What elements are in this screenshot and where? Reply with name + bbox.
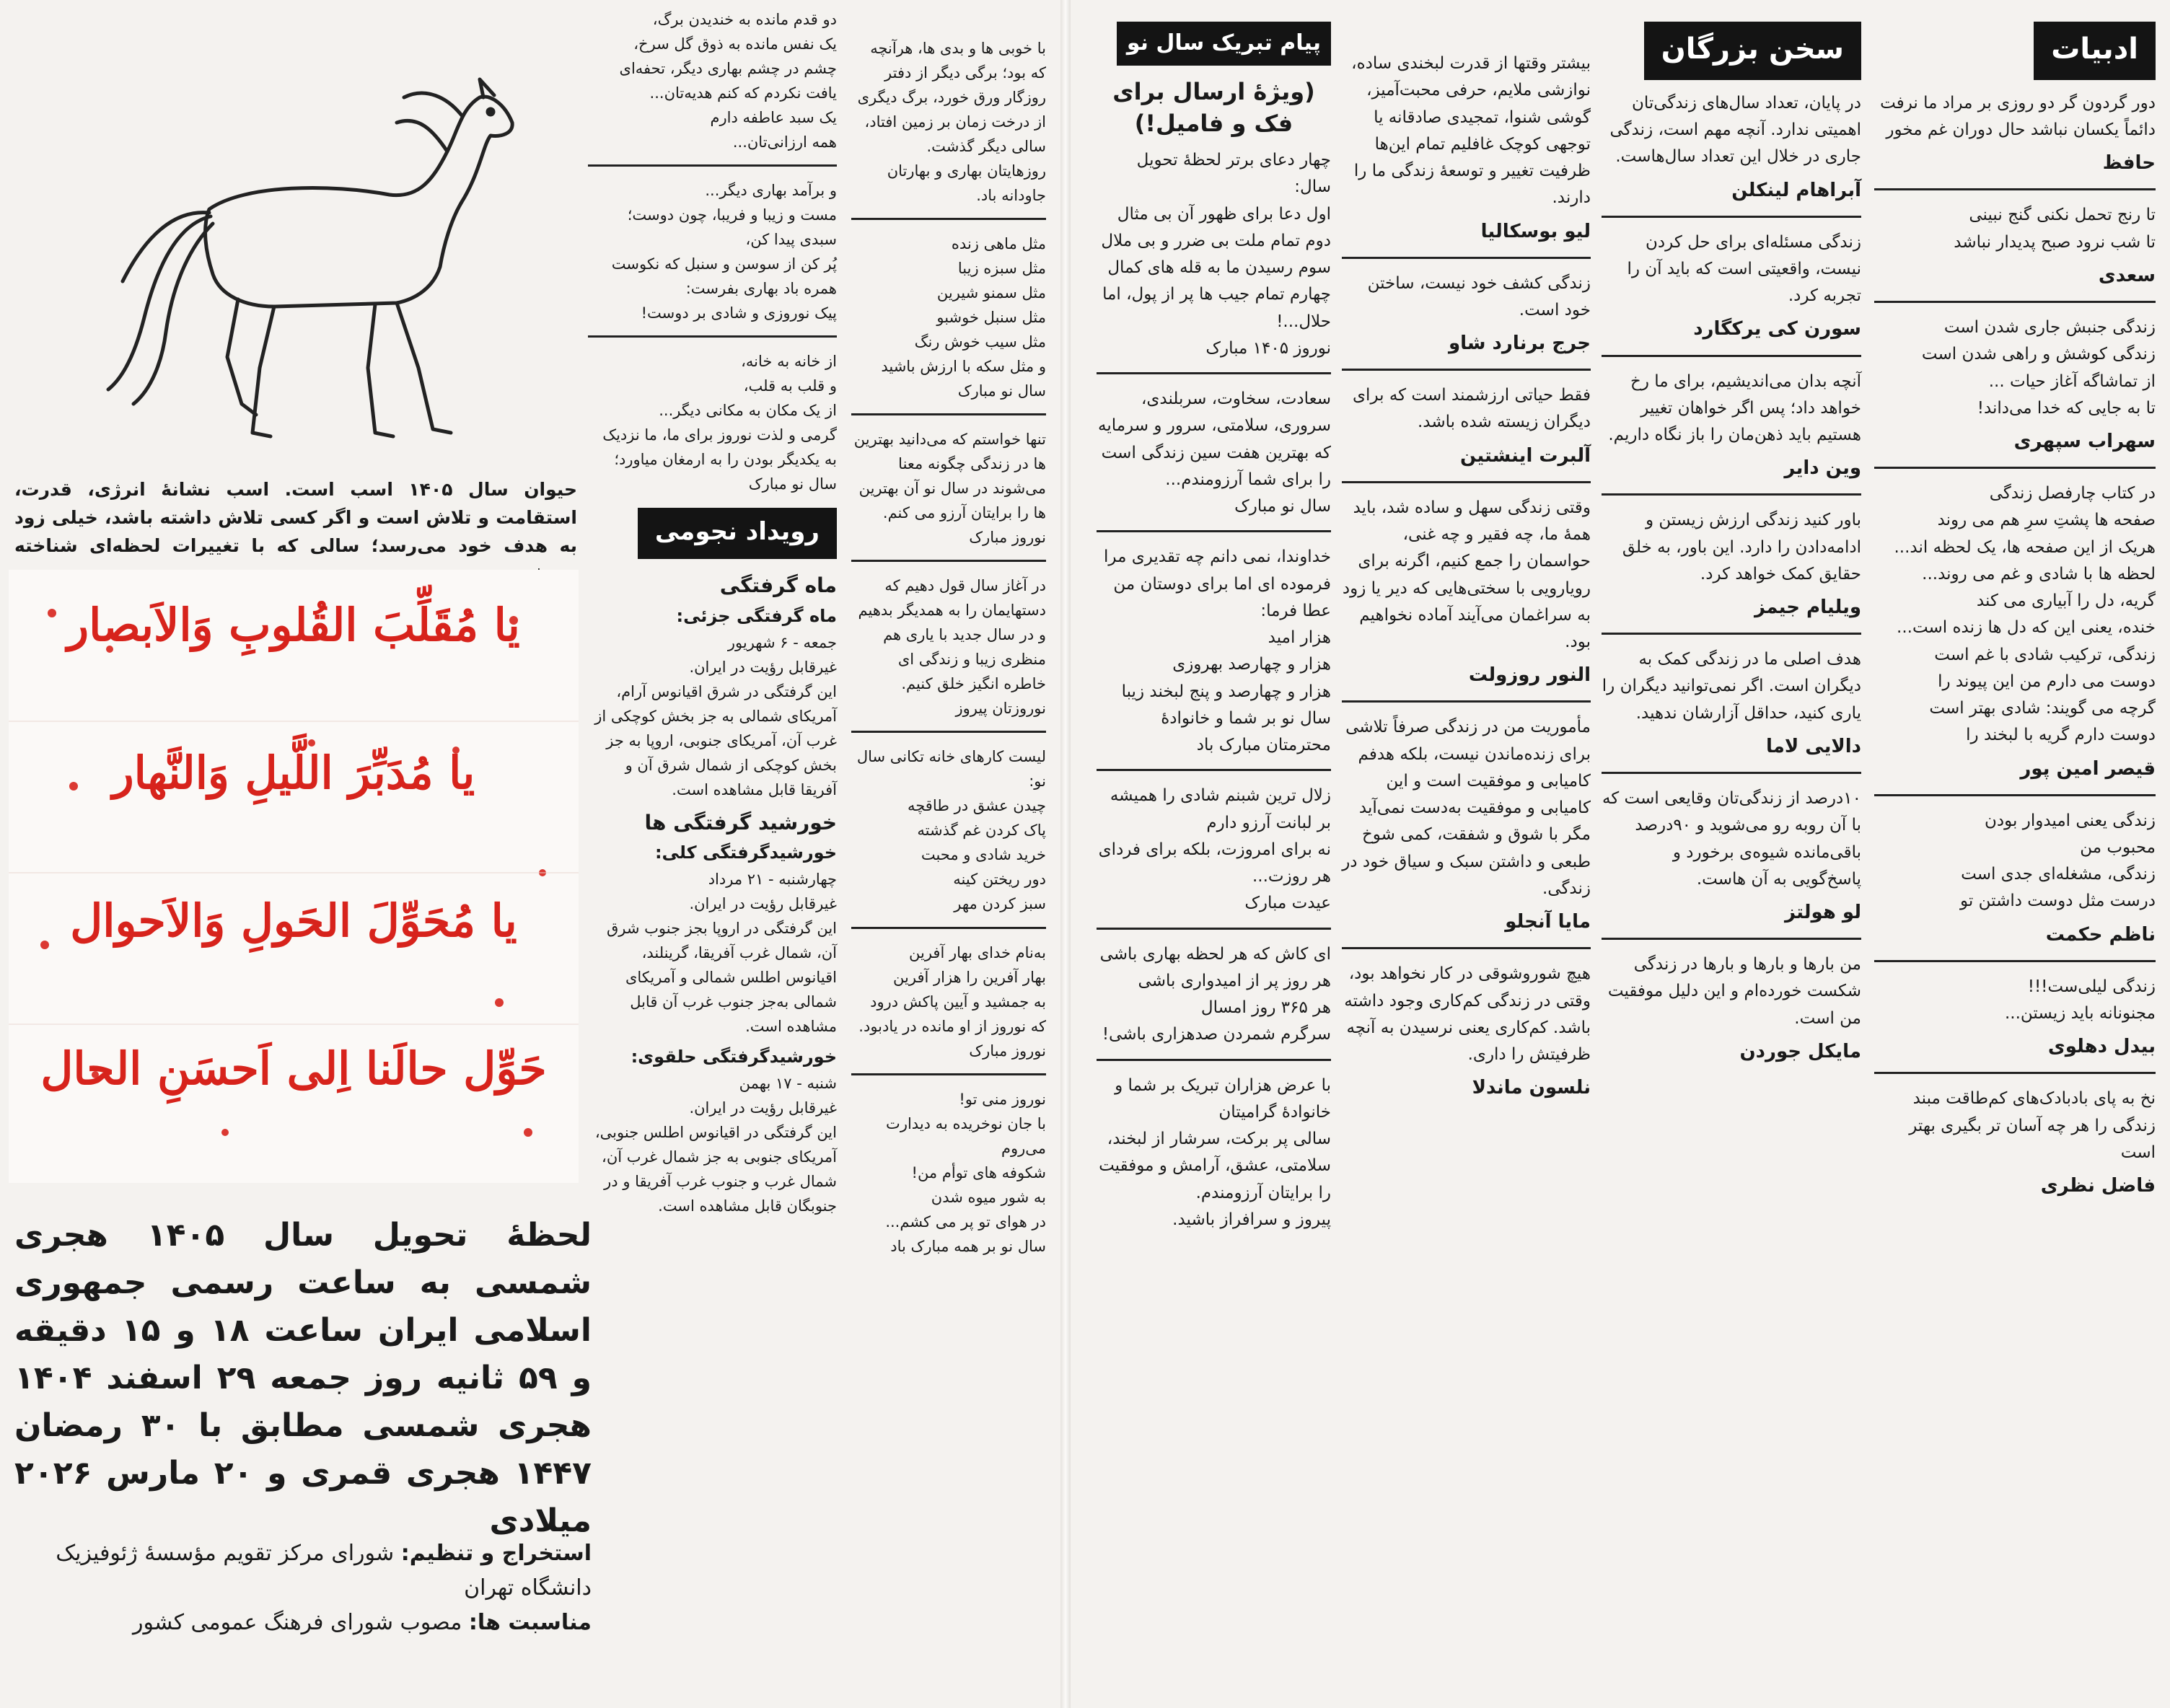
prayer-line: یا مُحَوِّلَ الحَولِ وَالاَحوال [70, 894, 517, 947]
divider [1097, 928, 1331, 930]
horse-illustration [58, 29, 519, 462]
divider [1097, 530, 1331, 532]
greats-list-author: آبراهام لینکلن [1731, 179, 1861, 201]
lit-list-author: سعدی [2098, 264, 2156, 286]
msg2-list-text: به‌نام خدای بهار آفرین بهار آفرین را هزار آفرین به جمشید و آیین پاکش درود که نوروز از او مانده در یادبود. نوروز مبارک [858, 943, 1046, 1060]
prayer-line: حَوِّل حالَنا اِلی اَحسَنِ الحال [40, 1042, 547, 1095]
astro-partial-text: این گرفتگی در شرق اقیانوس آرام، آمریکای شمالی به جز بخش کوچکی از غرب آن، آمریکای جنوبی، اروپا به جز بخش کوچکی از شمال شرق آن و آفریقا قابل مشاهده است. [594, 682, 837, 798]
divider [1602, 633, 1861, 635]
poem-list-text: و برآمد بهاری دیگر... مست و زیبا و فریبا، چون دوست؛ سبدی پیدا کن، پُر کن از سوسن و سنبل که نکوست همره باد بهاری بفرست: پیک نوروزی و شادی بر دوست! [611, 182, 837, 322]
divider [851, 927, 1046, 929]
msg2-list-text: مثل ماهی زنده مثل سبزه زیبا مثل سمنو شیرین مثل سنبل خوشبو مثل سیب خوش رنگ و مثل سکه با ارزش باشید سال نو مبارک [881, 235, 1046, 400]
divider [851, 218, 1046, 220]
divider [851, 731, 1046, 733]
divider [1342, 481, 1591, 483]
msg-list-text: با عرض هزاران تبریک بر شما و خانوادهٔ گرامیتان سالی پر برکت، سرشار از لبخند، سلامتی، عشق، آرامش و موفقیت را برایتان آرزومندم. پیروز و سرافراز باشید. [1099, 1075, 1331, 1229]
greats2-list-author: النور روزولت [1468, 664, 1591, 687]
msg-list-text: سعادت، سخاوت، سربلندی، سروری، سلامتی، سرور و سرمایه که بهترین هفت سین زندگی است را برای شما آرزومندم... سال نو مبارک [1098, 389, 1331, 516]
messages2-list [851, 36, 1046, 1259]
tahvil-text: لحظهٔ تحویل سال ۱۴۰۵ هجری شمسی به ساعت رسمی جمهوری اسلامی ایران ساعت ۱۸ و ۱۵ دقیقه و ۵۹ ثانیه روز جمعه ۲۹ اسفند ۱۴۰۴ هجری شمسی مطابق با ۳۰ رمضان ۱۴۴۷ هجری قمری و ۲۰ مارس ۲۰۲۶ میلادی [14, 1217, 592, 1539]
lit-list-author: حافظ [2102, 152, 2156, 175]
prayer-calligraphy-panel [9, 570, 579, 1183]
greats-list-author: سورن کی یرکگارد [1693, 318, 1861, 340]
lit-list-text: زندگی جنبش جاری شدن است زندگی کوشش و راهی شدن است از تماشاگه آغاز حیات ... تا به جایی که خدا می‌داند! [1921, 318, 2156, 418]
divider [588, 164, 837, 167]
astro-total-text: این گرفتگی در اروپا بجز جنوب شرق آن، شمال غرب آفریقا، گرینلند، اقیانوس اطلس شمالی و آمریکای شمالی به‌جز جنوب غرب آن قابل مشاهده است. [606, 919, 837, 1036]
greats-list-author: دالایی لاما [1766, 735, 1861, 757]
divider [1097, 769, 1331, 771]
poems-astro-column [588, 7, 837, 1223]
greats-list-author: ویلیام جیمز [1754, 597, 1861, 619]
astro-total-date: چهارشنبه - ۲۱ مرداد [708, 870, 837, 888]
greats-list [1602, 90, 1861, 1067]
prayer-line: یا مُقَلِّبَ القُلوبِ وَالاَبصار [67, 599, 520, 651]
greats-list-author: لو هولتز [1785, 902, 1861, 924]
divider [1342, 947, 1591, 949]
greats2-list-text: وقتی زندگی سهل و ساده شد، باید همهٔ ما، چه فقیر و چه غنی، حواسمان را جمع کنیم، اگرنه برای رویارویی با سختی‌هایی که دیر یا زود به سراغمان می‌آیند آماده نخواهیم بود. [1342, 498, 1591, 652]
astro-partial-note: غیرقابل رؤیت در ایران. [689, 658, 837, 676]
astro-sun-title: خورشید گرفتگی ها [644, 810, 837, 835]
msg-list-text: زلال ترین شبنم شادی را همیشه بر لبانت آرزو دارم نه برای امروزت، بلکه برای فردای هر روزت... عیدت مبارک [1098, 786, 1331, 913]
greats-list-text: آنچه بدان می‌اندیشیم، برای ما رخ خواهد داد؛ پس اگر خواهان تغییر هستیم باید ذهن‌مان را باز نگاه داریم. [1608, 371, 1861, 445]
greats-header: سخن بزرگان [1644, 22, 1861, 80]
messages-list [1097, 147, 1331, 1233]
msg2-list-text: تنها خواستم که می‌دانید بهترین ها در زندگی چگونه معنا می‌شوند در سال نو آن بهترین ها را برایتان آرزو می کنم. نوروز مبارک [853, 431, 1046, 547]
lit-list-text: در کتاب چارفصل زندگی صفحه ها پشتِ سرِ هم می روند هریک از این صفحه ها، یک لحظه اند... لحظه ها با شادی و غم می روند... گریه، دل را آبیاری می کند خنده، یعنی این که دل ها زنده است... زندگی، ترکیب شادی با غم است دوست می دارم من این پیوند را گرچه می گویند: شادی بهتر است دوست دارم گریه با لبخند را [1894, 484, 2156, 745]
divider [1874, 1072, 2156, 1074]
literature-list [1874, 90, 2156, 1202]
page-fold [1060, 0, 1071, 1708]
lit-list-text: نخ به پای بادبادک‌های کم‌طاقت مبند زندگی را هر چه آسان تر بگیری بهتر است [1909, 1089, 2156, 1162]
credit2-label: مناسبت ها: [468, 1610, 592, 1635]
msg2-list-text: نوروز منی تو! با جان نوخریده به دیدارت می‌روم شکوفه های توأم من! به شور میوه شدن در هوای تو پر می کشم... سال نو بر همه مبارک باد [885, 1090, 1046, 1255]
divider [1874, 960, 2156, 962]
msg2-list-text: در آغاز سال قول دهیم که دستهایمان را به همدیگر بدهیم و در سال جدید با یاری هم منظری زیبا و زندگی ای خاطره انگیز خلق کنیم. نوروزتان پیروز [858, 577, 1046, 718]
greats-list-text: باور کنید زندگی ارزش زیستن و ادامه‌دادن را دارد. این باور، به خلق حقایق کمک خواهد کرد. [1622, 511, 1861, 584]
lit-list-text: دور گردون گر دو روزی بر مراد ما نرفت دائماً یکسان نباشد حال دوران غم مخور [1880, 93, 2156, 140]
divider [1342, 700, 1591, 703]
divider [1342, 257, 1591, 259]
literature-column [1874, 22, 2156, 1208]
divider [851, 560, 1046, 562]
greats-list-author: وین دایر [1784, 457, 1861, 480]
divider [1602, 493, 1861, 496]
divider [1874, 188, 2156, 190]
divider [851, 1073, 1046, 1075]
greats-column [1602, 22, 1861, 1074]
greats-list-text: زندگی مسئله‌ای برای حل کردن نیست، واقعیتی است که باید آن را تجربه کرد. [1627, 232, 1861, 306]
greats2-list-author: آلبرت اینشتین [1459, 444, 1591, 467]
divider [1342, 369, 1591, 371]
astro-total-title: خورشیدگرفتگی کلی: [654, 842, 837, 863]
astro-partial-title: ماه گرفتگی جزئی: [676, 605, 837, 626]
lit-list-text: زندگی یعنی امیدوار بودن محبوب من زندگی، مشغله‌ای جدی است درست مثل دوست داشتن تو [1960, 811, 2156, 911]
lit-list-text: زندگی لیلی‌ست!!! مجنونانه باید زیستن... [2004, 977, 2156, 1024]
prayer-line: یا مُدَبِّرَ اللَّیلِ وَالنَّهار [112, 747, 475, 799]
divider [1097, 372, 1331, 374]
messages-column [1097, 22, 1331, 1238]
greats-list-text: ۱۰درصد از زندگی‌تان وقایعی است که با آن روبه رو می‌شوید و ۹۰درصد باقی‌مانده شیوه‌ی برخورد و پاسخ‌گویی به آن هاست. [1602, 789, 1861, 889]
astro-annular-title: خورشیدگرفتگی حلقوی: [631, 1047, 837, 1068]
messages-subtitle: (ویژۀ ارسال برای فک و فامیل!) [1112, 77, 1315, 138]
greats2-list-author: نلسون ماندلا [1472, 1077, 1591, 1099]
greats2-list-text: بیشتر وقتها از قدرت لبخندی ساده، نوازشی ملایم، حرفی محبت‌آمیز، گوشی شنوا، تمجیدی صادقانه یا توجهی کوچک غافلیم تمام این‌ها ظرفیت تغییر و توسعۀ زندگی ما را دارند. [1351, 54, 1591, 208]
astro-moon-title: ماه گرفتگی [719, 573, 837, 598]
greats2-list-author: مایا آنجلو [1505, 911, 1591, 933]
literature-header: ادبیات [2034, 22, 2156, 80]
greats2-list [1342, 50, 1591, 1103]
lit-list-author: قیصر امین پور [2020, 757, 2156, 780]
divider [1874, 794, 2156, 796]
msg-list-text: چهار دعای برتر لحظهٔ تحویل سال: اول دعا برای ظهور آن بی مثال دوم تمام ملت بی ضرر و بی ملال سوم رسیدن ما به قله های کمال چهارم تمام جیب ها پر از پول، اما حلال...! نوروز ۱۴۰۵ مبارک [1101, 151, 1331, 358]
divider [1874, 301, 2156, 303]
divider [1602, 216, 1861, 218]
divider [588, 335, 837, 338]
divider [1097, 1059, 1331, 1061]
greats-list-text: هدف اصلی ما در زندگی کمک به دیگران است. اگر نمی‌توانید دیگران را یاری کنید، حداقل آزارشان ندهید. [1602, 650, 1861, 723]
greats-list-text: من بارها و بارها و بارها در زندگی شکست خورده‌ام و این دلیل موفقیت من است. [1607, 955, 1861, 1028]
msg2-list-text: با خوبی ها و بدی ها، هرآنچه که بود؛ برگی دیگر از دفتر روزگار ورق خورد، برگ دیگری از درخت زمان بر زمین افتاد، سالی دیگر گذشت. روزهایتان بهاری و بهارتان جاودانه باد. [857, 40, 1046, 205]
credit1-text: شورای مرکز تقویم مؤسسهٔ ژئوفیزیک دانشگاه تهران [56, 1541, 592, 1601]
lit-list-author: فاضل نظری [2040, 1175, 2156, 1197]
lit-list-author: ناظم حکمت [2045, 923, 2156, 946]
astro-partial-date: جمعه - ۶ شهریور [727, 633, 837, 651]
messages-header: پیام تبریک سال نو [1117, 22, 1331, 66]
greats-list-text: در پایان، تعداد سال‌های زندگی‌تان اهمیتی ندارد. آنچه مهم است، زندگی جاری در خلال این تعداد سال‌هاست. [1609, 93, 1861, 167]
astro-header: رویداد نجومی [638, 508, 837, 559]
divider [1874, 467, 2156, 469]
credit1-label: استخراج و تنظیم: [400, 1541, 592, 1566]
greats2-list-text: مأموریت من در زندگی صرفاً تلاشی برای زنده‌ماندن نیست، بلکه هدفم کامیابی و موفقیت است و این کامیابی و موفقیت به‌دست نمی‌آید مگر با شوق و شفقت، کمی شوخ طبعی و داشتن سبک و سیاق خود در زندگی. [1342, 718, 1591, 898]
credit2-text: مصوب شورای فرهنگ عمومی کشور [132, 1610, 462, 1635]
greats-list-author: مایکل جوردن [1739, 1040, 1861, 1062]
greats2-list-author: لیو بوسکالیا [1480, 220, 1591, 242]
greats-column-2 [1342, 50, 1591, 1110]
horse-intro-text: حیوان سال ۱۴۰۵ اسب است. اسب نشانهٔ انرژی، قدرت، استقامت و تلاش است و اگر کسی تلاش داشته باشد، خیلی زود به هدف خود می‌رسد؛ سالی که با تغییرات لحظه‌ای شناخته [14, 479, 577, 556]
lit-list-author: بیدل دهلوی [2047, 1036, 2156, 1058]
poems-list [588, 7, 837, 496]
prayer-lines [9, 570, 579, 1183]
lit-list-author: سهراب سپهری [2013, 431, 2156, 453]
divider [851, 413, 1046, 415]
msg-list-text: ای کاش که هر لحظه بهاری باشی هر روز پر از امیدواری باشی هر ۳۶۵ روز امسال سرگرم شمردن صدهزاری باشی! [1099, 944, 1331, 1044]
astro-annular-note: غیرقابل رؤیت در ایران. [689, 1099, 837, 1117]
messages-column-2 [851, 36, 1046, 1263]
astro-total-note: غیرقابل رؤیت در ایران. [689, 894, 837, 912]
lit-list-text: تا رنج تحمل نکنی گنج نبینی تا شب نرود صبح پدیدار نباشد [1954, 206, 2156, 252]
msg2-list-text: لیست کارهای خانه تکانی سال نو: چیدن عشق در طاقچه پاک کردن غم گذشته خرید شادی و محبت دور ریختن کینه سبز کردن مهر [856, 748, 1046, 913]
greats2-list-author: جرج برنارد شاو [1448, 333, 1591, 355]
credits [14, 1536, 592, 1640]
divider [1602, 938, 1861, 940]
astro-annular-date: شنبه - ۱۷ بهمن [739, 1074, 837, 1092]
poem-list-text: از خانه به خانه، و قلب به قلب، از یک مکان به مکانی دیگر... گرمی و لذت نوروز برای ما، ما نزدیک به یکدیگر بودن را به ارمغان میاورد؛ سال نو مبارک [602, 353, 837, 493]
divider [1602, 772, 1861, 774]
greats2-list-text: زندگی کشف خود نیست، ساختن خود است. [1367, 273, 1591, 320]
greats2-list-text: فقط حیاتی ارزشمند است که برای دیگران زیسته شده باشد. [1353, 386, 1591, 432]
astro-annular-text: این گرفتگی در اقیانوس اطلس جنوبی، آمریکای جنوبی به جز شمال غرب آن، شمال غرب و جنوب غرب آفریقا و در جنوبگان قابل مشاهده است. [594, 1123, 837, 1215]
divider [1602, 355, 1861, 357]
greats2-list-text: هیچ شوروشوقی در کار نخواهد بود، وقتی در زندگی کم‌کاری وجود داشته باشد. کم‌کاری یعنی نرسیدن به آنچه ظرفیتش را داری. [1344, 964, 1591, 1065]
msg-list-text: خداوندا، نمی دانم چه تقدیری مرا فرموده ای اما برای دوستان من عطا فرما: هزار امید هزار و چهارصد بهروزی هزار و چهارصد و پنج لبخند زیبا سال نو بر شما و خانوادهٔ محترمتان مبارک باد [1104, 547, 1331, 755]
poem-list-text: دو قدم مانده به خندیدن برگ، یک نفس مانده به ذوق گل سرخ، چشم در چشم بهاری دیگر، تحفه‌ای یافت نکردم که کنم هدیه‌تان... یک سبد عاطفه دارم همه ارزانی‌تان... [619, 11, 837, 151]
